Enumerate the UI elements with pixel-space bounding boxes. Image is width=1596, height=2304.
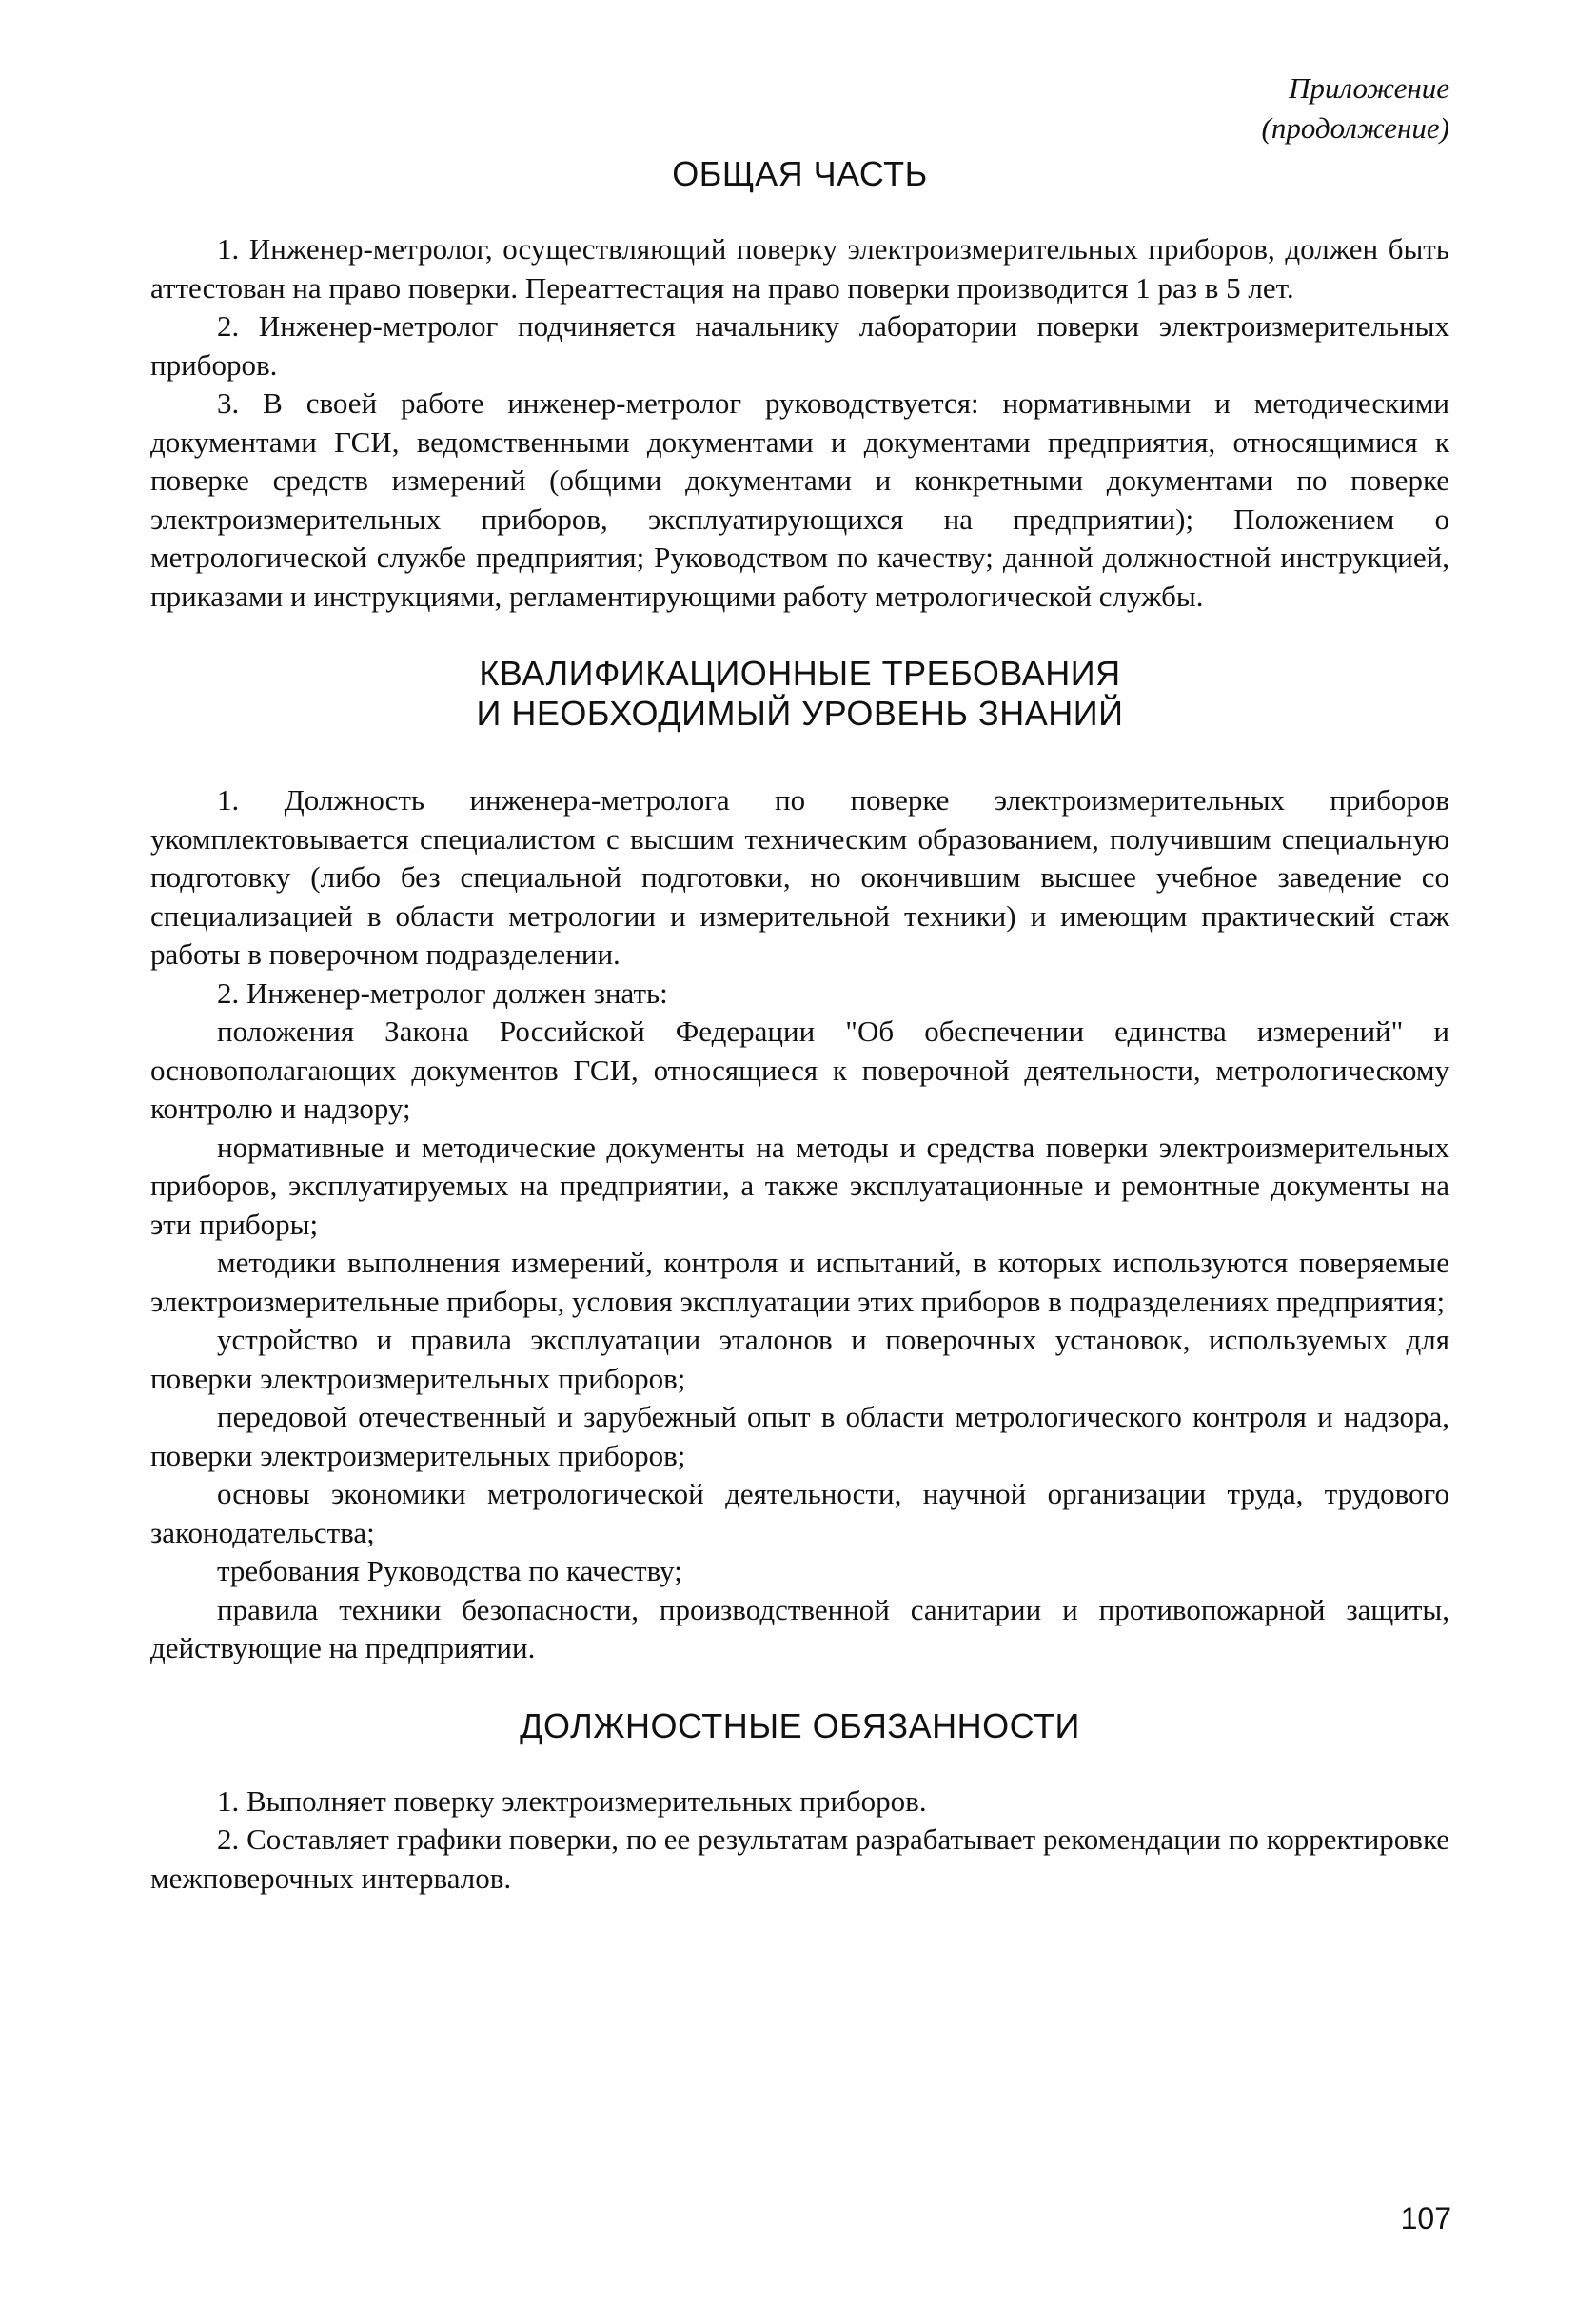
appendix-continuation: (продолжение)	[1261, 111, 1449, 145]
paragraph: 1. Должность инженера-метролога по поверке электроизмерительных приборов укомплектовывается специалистом с высшим техническим образованием, получившим специальную подготовку (либо без специальной подготовки, но окончившим высшее учебное заведение со специализацией в области метрологии и измерительной техники) и имеющим практический стаж работы в поверочном подразделении.	[150, 783, 1449, 971]
paragraph: 2. Инженер-метролог подчиняется начальнику лаборатории поверки электроизмерительных приборов.	[150, 309, 1449, 382]
page-number: 107	[1400, 2201, 1451, 2235]
list-item: правила техники безопасности, производственной санитарии и противопожарной защиты, действующие на предприятии.	[150, 1592, 1449, 1664]
list-item: методики выполнения измерений, контроля и испытаний, в которых используются поверяемые электроизмерительные приборы, условия эксплуатации этих приборов в подразделениях предприятия;	[150, 1246, 1449, 1318]
appendix-label	[150, 69, 1449, 148]
section-title-general: ОБЩАЯ ЧАСТЬ	[672, 154, 928, 193]
list-item: устройство и правила эксплуатации эталонов и поверочных установок, используемых для поверки электроизмерительных приборов;	[150, 1323, 1449, 1395]
paragraph: 2. Составляет графики поверки, по ее результатам разрабатывает рекомендации по корректировке межповерочных интервалов.	[150, 1822, 1449, 1895]
list-item: требования Руководства по качеству;	[217, 1554, 682, 1587]
paragraph: 2. Инженер-метролог должен знать:	[217, 975, 668, 1010]
paragraph: 1. Инженер-метролог, осуществляющий поверку электроизмерительных приборов, должен быть аттестован на право поверки. Переаттестация на право поверки производится 1 раз в 5 лет.	[150, 232, 1449, 305]
section-title-line: И НЕОБХОДИМЫЙ УРОВЕНЬ ЗНАНИЙ	[476, 694, 1124, 733]
list-item: положения Закона Российской Федерации "Об обеспечении единства измерений" и основополагающих документов ГСИ, относящиеся к поверочной деятельности, метрологическому контролю и надзору;	[150, 1014, 1449, 1125]
list-item: нормативные и методические документы на методы и средства поверки электроизмерительных приборов, эксплуатируемых на предприятии, а также эксплуатационные и ремонтные документы на эти приборы;	[150, 1130, 1449, 1241]
list-item: основы экономики метрологической деятельности, научной организации труда, трудового законодательства;	[150, 1477, 1449, 1549]
section-title-qualification	[150, 654, 1449, 734]
paragraph: 1. Выполняет поверку электроизмерительных приборов.	[217, 1783, 927, 1818]
section-title-duties: ДОЛЖНОСТНЫЕ ОБЯЗАННОСТИ	[520, 1705, 1080, 1745]
document-page	[150, 69, 1449, 1898]
section-title-line: КВАЛИФИКАЦИОННЫЕ ТРЕБОВАНИЯ	[479, 654, 1121, 693]
paragraph: 3. В своей работе инженер-метролог руководствуется: нормативными и методическими документами ГСИ, ведомственными документами и документами предприятия, относящимися к поверке средств измерений (общими документами и конкретными документами по поверке электроизмерительных приборов, эксплуатирующихся на предприятии); Положением о метрологической службе предприятия; Руководством по качеству; данной должностной инструкцией, приказами и инструкциями, регламентирующими работу метрологической службы.	[150, 386, 1449, 613]
appendix-title: Приложение	[1289, 71, 1449, 105]
list-item: передовой отечественный и зарубежный опыт в области метрологического контроля и надзора, поверки электроизмерительных приборов;	[150, 1400, 1449, 1472]
